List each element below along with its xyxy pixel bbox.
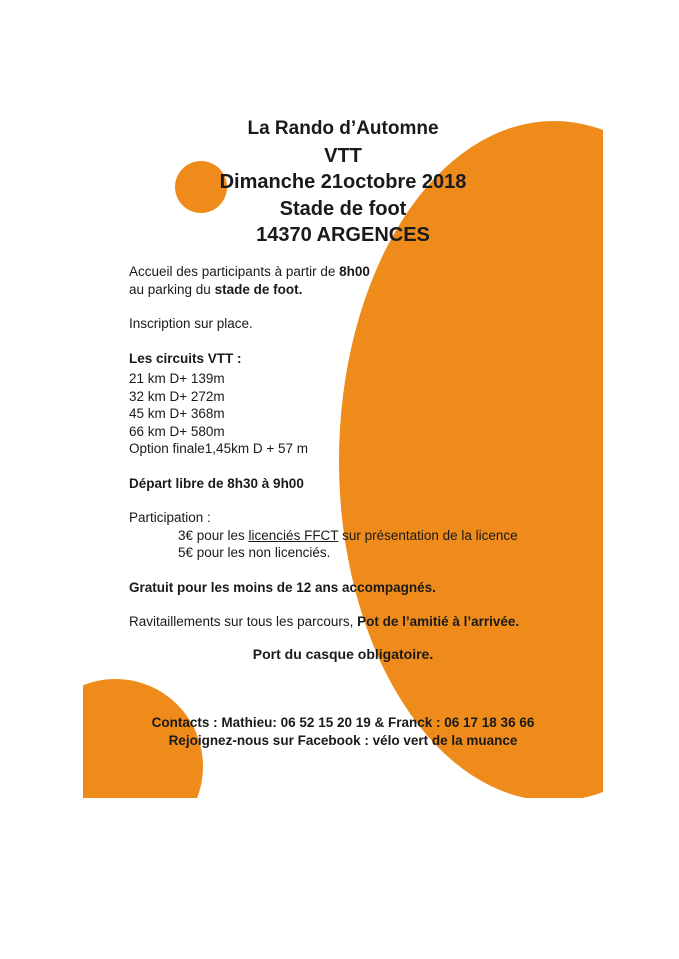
gratuit-text: Gratuit pour les moins de 12 ans accompagnés. [129, 579, 436, 595]
participation-heading: Participation : [129, 510, 211, 525]
contacts-block [83, 714, 603, 750]
flyer-title [83, 116, 603, 249]
casque-notice: Port du casque obligatoire. [252, 646, 434, 662]
title-venue: Stade de foot [279, 197, 407, 220]
circuit-item: 45 km D+ 368m [129, 406, 225, 421]
title-date: Dimanche 21octobre 2018 [219, 171, 467, 193]
ravitaillement-text: Ravitaillements sur tous les parcours, [129, 614, 358, 629]
circuit-item: 32 km D+ 272m [129, 388, 225, 404]
participation-condition: sur présentation de la licence [338, 527, 518, 543]
accueil-line-1 [129, 263, 599, 281]
ffct-link[interactable]: licenciés FFCT [248, 527, 339, 543]
circuit-item: 66 km D+ 580m [129, 423, 225, 439]
circuit-item: Option finale1,45km D + 57 m [129, 441, 308, 456]
facebook-label: Rejoignez-nous sur Facebook : [168, 733, 373, 748]
accueil-text: Accueil des participants à partir de [129, 264, 340, 279]
participation-non-licencies: 5€ pour les non licenciés. [178, 545, 331, 560]
facebook-page: vélo vert de la muance [372, 733, 518, 748]
accueil-place-label: au parking du [129, 281, 215, 297]
accueil-line-2 [129, 281, 599, 299]
accueil-time: 8h00 [339, 264, 370, 279]
title-town: 14370 ARGENCES [256, 224, 430, 246]
depart-text: Départ libre de 8h30 à 9h00 [129, 475, 304, 491]
accueil-place: stade de foot. [214, 281, 303, 297]
title-event-name: La Rando d’Automne [247, 118, 439, 139]
flyer-sheet [83, 81, 603, 798]
pot-amitie: Pot de l’amitié à l’arrivée. [357, 614, 520, 629]
title-discipline: VTT [324, 144, 362, 167]
contacts-phones: Contacts : Mathieu: 06 52 15 20 19 & Franck : 06 17 18 36 66 [151, 715, 535, 730]
circuit-item: 21 km D+ 139m [129, 371, 225, 386]
ravitaillement-line [129, 613, 599, 631]
contacts-facebook [83, 732, 603, 750]
circuits-heading: Les circuits VTT : [129, 350, 242, 366]
participation-price-1: 3€ pour les [178, 527, 249, 543]
inscription-text: Inscription sur place. [129, 316, 253, 331]
flyer-body [129, 263, 599, 631]
participation-licencies [129, 527, 599, 545]
